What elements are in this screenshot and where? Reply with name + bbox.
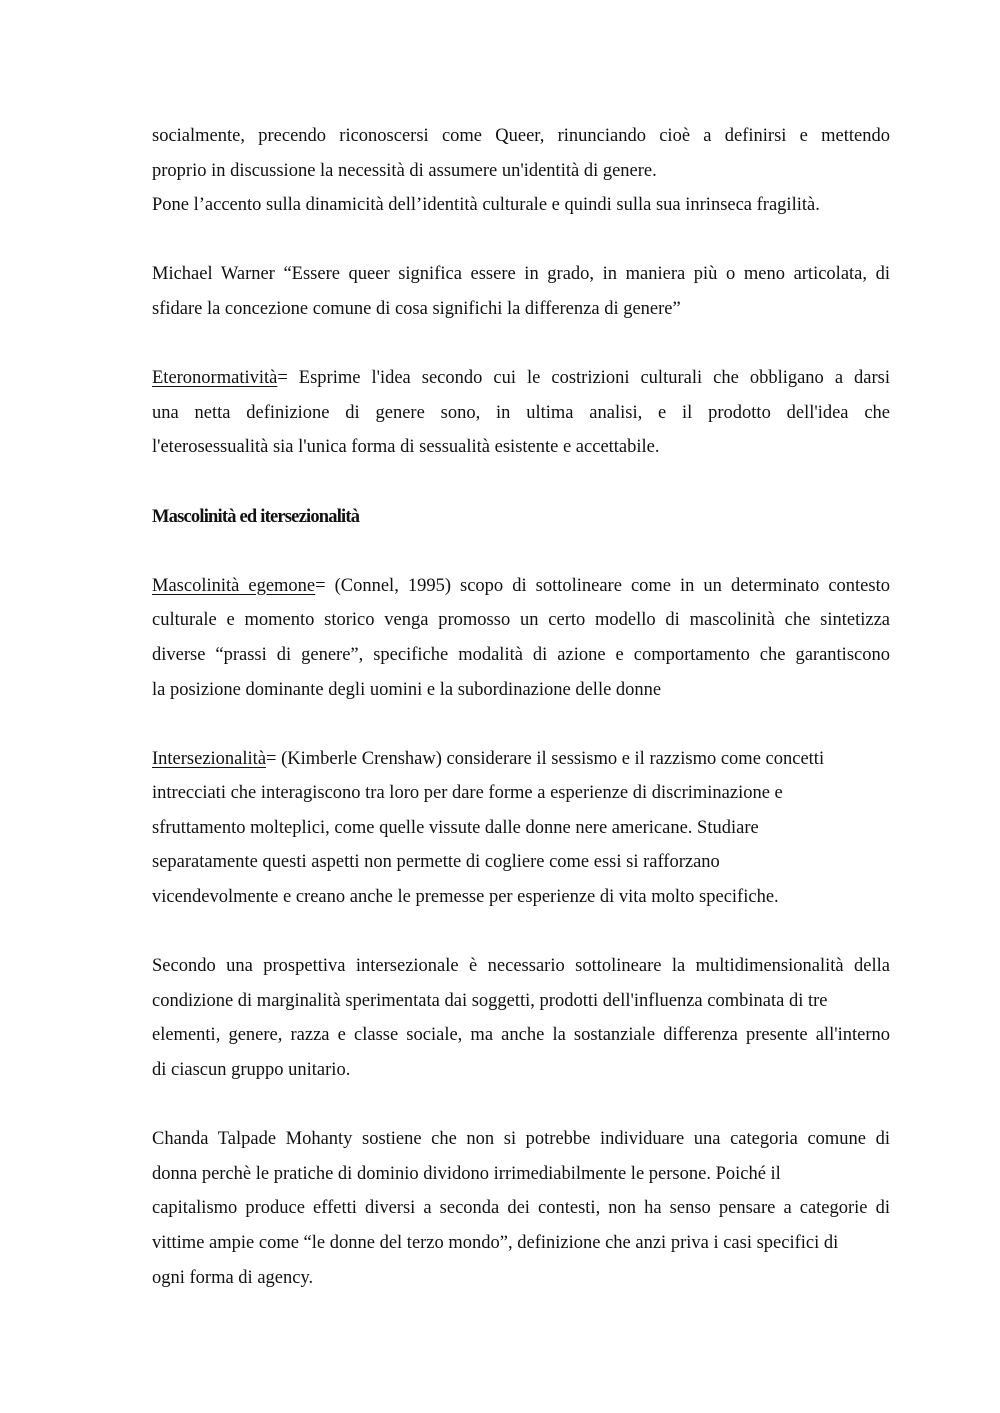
text-line: capitalismo produce effetti diversi a seconda dei contesti, non ha senso pensare a categorie di [152, 1198, 890, 1219]
eteronormativita-paragraph [152, 361, 890, 465]
text-line: diverse “prassi di genere”, specifiche modalità di azione e comportamento che garantiscono [152, 644, 890, 665]
queer-paragraph [152, 119, 890, 223]
text-line: socialmente, precendo riconoscersi come Queer, rinunciando cioè a definirsi e mettendo [152, 126, 890, 146]
paragraph-spacer [152, 223, 890, 258]
text-line: proprio in discussione la necessità di assumere un'identità di genere. [152, 160, 657, 181]
paragraph-spacer [152, 915, 890, 950]
prospettiva-paragraph [152, 949, 890, 1087]
paragraph-spacer [152, 327, 890, 362]
mohanty-paragraph [152, 1122, 890, 1295]
text-line: sfidare la concezione comune di cosa significhi la differenza di genere” [152, 298, 681, 319]
text-line: condizione di marginalità sperimentata dai soggetti, prodotti dell'influenza combinata di tre [152, 990, 828, 1011]
text-line [152, 361, 890, 396]
text-line: sfruttamento molteplici, come quelle vissute dalle donne nere americane. Studiare [152, 817, 759, 838]
page-body [152, 119, 890, 1295]
text-line: elementi, genere, razza e classe sociale, ma anche la sostanziale differenza presente all'interno [152, 1025, 890, 1046]
text-line: intrecciati che interagiscono tra loro per dare forme a esperienze di discriminazione e [152, 783, 783, 804]
intersezionalita-paragraph [152, 742, 890, 915]
paragraph-spacer [152, 465, 890, 500]
text-line: Michael Warner “Essere queer significa essere in grado, in maniera più o meno articolata, di [152, 264, 890, 285]
paragraph-spacer [152, 1088, 890, 1123]
text-line: donna perchè le pratiche di dominio dividono irrimediabilmente le persone. Poiché il [152, 1163, 781, 1184]
text-line [152, 569, 890, 604]
text-line: vicendevolmente e creano anche le premesse per esperienze di vita molto specifiche. [152, 887, 779, 908]
text-line: Chanda Talpade Mohanty sostiene che non si potrebbe individuare una categoria comune di [152, 1129, 890, 1150]
text-line [152, 742, 890, 777]
mascolinita-egemone-paragraph [152, 569, 890, 707]
section-heading: Mascolinità ed itersezionalità [152, 506, 360, 527]
definition-text: = (Kimberle Crenshaw) considerare il sessismo e il razzismo come concetti [266, 748, 825, 769]
text-line: di ciascun gruppo unitario. [152, 1060, 351, 1081]
text-line: ogni forma di agency. [152, 1267, 314, 1288]
text-line: vittime ampie come “le donne del terzo mondo”, definizione che anzi priva i casi specifici di [152, 1233, 839, 1253]
text-line: separatamente questi aspetti non permette di cogliere come essi si rafforzano [152, 852, 720, 873]
warner-quote-paragraph [152, 257, 890, 326]
definition-text: = Esprime l'idea secondo cui le costrizioni culturali che obbligano a darsi [277, 368, 890, 389]
text-line: una netta definizione di genere sono, in ultima analisi, e il prodotto dell'idea che [152, 402, 890, 423]
term-eteronormativita: Eteronormatività [152, 368, 278, 389]
text-line: l'eterosessualità sia l'unica forma di sessualità esistente e accettabile. [152, 437, 660, 458]
text-line: la posizione dominante degli uomini e la subordinazione delle donne [152, 679, 662, 700]
paragraph-spacer [152, 534, 890, 569]
text-line: Secondo una prospettiva intersezionale è necessario sottolineare la multidimensionalità della [152, 956, 890, 977]
term-mascolinita-egemone: Mascolinità egemone [152, 575, 316, 596]
paragraph-spacer [152, 707, 890, 742]
term-intersezionalita: Intersezionalità [152, 748, 267, 769]
text-line: culturale e momento storico venga promosso un certo modello di mascolinità che sintetizza [152, 610, 890, 631]
text-line: Pone l’accento sulla dinamicità dell’identità culturale e quindi sulla sua inrinseca fragilità. [152, 195, 820, 216]
definition-text: = (Connel, 1995) scopo di sottolineare come in un determinato contesto [315, 575, 890, 596]
